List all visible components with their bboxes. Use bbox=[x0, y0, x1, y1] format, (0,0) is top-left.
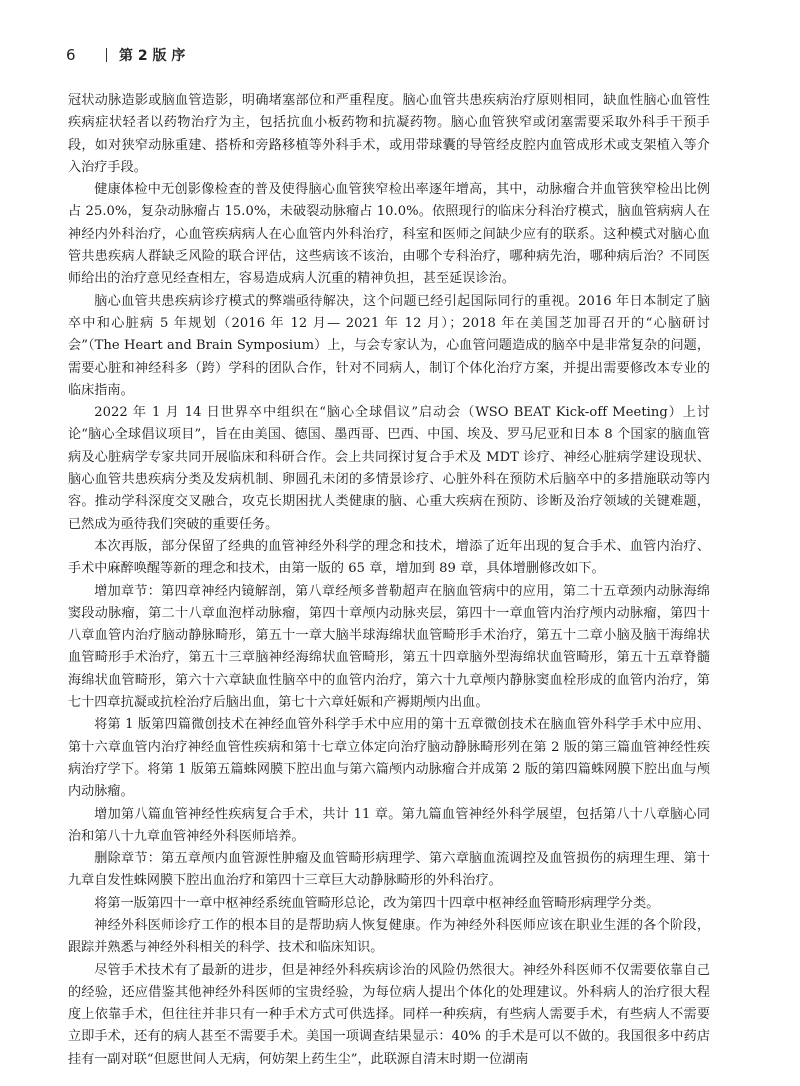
paragraph: 将第一版第四十一章中枢神经系统血管畸形总论，改为第四十四章中枢神经血管畸形病理学分类。 bbox=[94, 895, 660, 911]
paragraph: 增加章节：第四章神经内镜解剖，第八章经颅多普勒超声在脑血管病中的应用，第二十五章颈内动脉海绵窦段动脉瘤，第二十八章血泡样动脉瘤，第四十章颅内动脉夹层，第四十一章血管内治疗颅内动脉瘤，第四十八章血管内治疗脑动静脉畸形，第五十一章大脑半球海绵状血管畸形手术治疗，第五十二章小脑及脑干海绵状血管畸形手术治疗，第五十三章脑神经海绵状血管畸形，第五十四章脑外型海绵状血管畸形，第五十五章脊髓海绵状血管畸形，第六十六章缺血性脑卒中的血管内治疗，第六十九章颅内静脉窦血栓形成的血管内治疗，第七十四章抗凝或抗栓治疗后脑出血，第七十六章妊娠和产褥期颅内出血。 bbox=[68, 583, 710, 711]
paragraph: 尽管手术技术有了最新的进步，但是神经外科疾病诊治的风险仍然很大。神经外科医师不仅需要依靠自己的经验，还应借鉴其他神经外科医师的宝贵经验，为每位病人提出个体化的处理建议。外科病人的治疗很大程度上依靠手术，但往往并非只有一种手术方式可供选择。同样一种疾病，有些病人需要手术，有些病人不需要立即手术，还有的病人甚至不需要手术。美国一项调查结果显示：40% 的手术是可以不做的。我国很多中药店挂有一副对联“但愿世间人无病，何妨架上药生尘”，此联源自清末时期一位湖南 bbox=[68, 962, 710, 1067]
paragraph: 删除章节：第五章颅内血管源性肿瘤及血管畸形病理学、第六章脑血流调控及血管损伤的病理生理、第十九章自发性蛛网膜下腔出血治疗和第四十三章巨大动静脉畸形的外科治疗。 bbox=[68, 851, 710, 889]
page-header bbox=[66, 44, 185, 66]
paragraph: 冠状动脉造影或脑血管造影，明确堵塞部位和严重程度。脑心血管共患疾病治疗原则相同，缺血性脑心血管性疾病症状轻者以药物治疗为主，包括抗血小板药物和抗凝药物。脑心血管狭窄或闭塞需要采取外科手干预手段，如对狭窄动脉重建、搭桥和旁路移植等外科手术，或用带球囊的导管经皮腔内血管成形术或支架植入等介入治疗手段。 bbox=[68, 93, 710, 175]
paragraph: 将第 1 版第四篇微创技术在神经血管外科学手术中应用的第十五章微创技术在脑血管外科学手术中应用、第十六章血管内治疗神经血管性疾病和第十七章立体定向治疗脑动静脉畸形列在第 2 版的第三篇血管神经性疾病治疗学下。将第 1 版第五篇蛛网膜下腔出血与第六篇颅内动脉瘤合并成第 2 版的第四篇蛛网膜下腔出血与颅内动脉瘤。 bbox=[68, 717, 710, 800]
paragraph: 本次再版，部分保留了经典的血管神经外科学的理念和技术，增添了近年出现的复合手术、血管内治疗、手术中麻醉唤醒等新的理念和技术，由第一版的 65 章，增加到 89 章，具体增删修改如下。 bbox=[68, 538, 710, 577]
paragraph: 增加第八篇血管神经性疾病复合手术，共计 11 章。第九篇血管神经外科学展望，包括第八十八章脑心同治和第八十九章血管神经外科医师培养。 bbox=[68, 806, 710, 844]
paragraph: 神经外科医师诊疗工作的根本目的是帮助病人恢复健康。作为神经外科医师应该在职业生涯的各个阶段，跟踪并熟悉与神经外科相关的科学、技术和临床知识。 bbox=[68, 917, 710, 956]
section-title: 第 2 版 序 bbox=[119, 48, 186, 64]
header-divider bbox=[106, 48, 107, 62]
paragraph: 2022 年 1 月 14 日世界卒中组织在“脑心全球倡议”启动会（WSO BEAT Kick-off Meeting）上讨论“脑心全球倡议项目”，旨在由美国、德国、墨西哥、巴西、中国、埃及、罗马尼亚和日本 8 个国家的脑血管病及心脏病学专家共同开展临床和科研合作。会上共同探讨复合手术及 MDT 诊疗、神经心脏病学建设现状、脑心血管共患疾病分类及发病机制、卵圆孔未闭的多情景诊疗、心脏外科在预防术后脑卒中的多措施联动等内容。推动学科深度交叉融合，攻克长期困扰人类健康的脑、心重大疾病在预防、诊断及治疗领域的关键难题，已然成为亟待我们突破的重要任务。 bbox=[68, 405, 710, 532]
body-text bbox=[68, 90, 710, 1071]
paragraph: 脑心血管共患疾病诊疗模式的弊端亟待解决，这个问题已经引起国际同行的重视。2016 年日本制定了脑卒中和心脏病 5 年规划（2016 年 12 月— 2021 年 12 月）；2018 年在美国芝加哥召开的“心脑研讨会”（The Heart and Brain Symposium）上，与会专家认为，心血管问题造成的脑卒中是非常复杂的问题，需要心脏和神经科多（跨）学科的团队合作，针对不同病人，制订个体化治疗方案，并提出需要修改本专业的临床指南。 bbox=[68, 293, 710, 398]
page-number: 6 bbox=[66, 46, 76, 64]
paragraph: 健康体检中无创影像检查的普及使得脑心血管狭窄检出率逐年增高，其中，动脉瘤合并血管狭窄检出比例占 25.0%，复杂动脉瘤占 15.0%，未破裂动脉瘤占 10.0%。依照现行的临床分科治疗模式，脑血管病病人在神经内外科治疗，心血管疾病病人在心血管内外科治疗，科室和医师之间缺少应有的联系。这种模式对脑心血管共患疾病人群缺乏风险的联合评估，这些病该不该治，由哪个专科治疗，哪种病先治，哪种病后治？不同医师给出的治疗意见经查相左，容易造成病人沉重的精神负担，甚至延误诊治。 bbox=[68, 182, 710, 287]
